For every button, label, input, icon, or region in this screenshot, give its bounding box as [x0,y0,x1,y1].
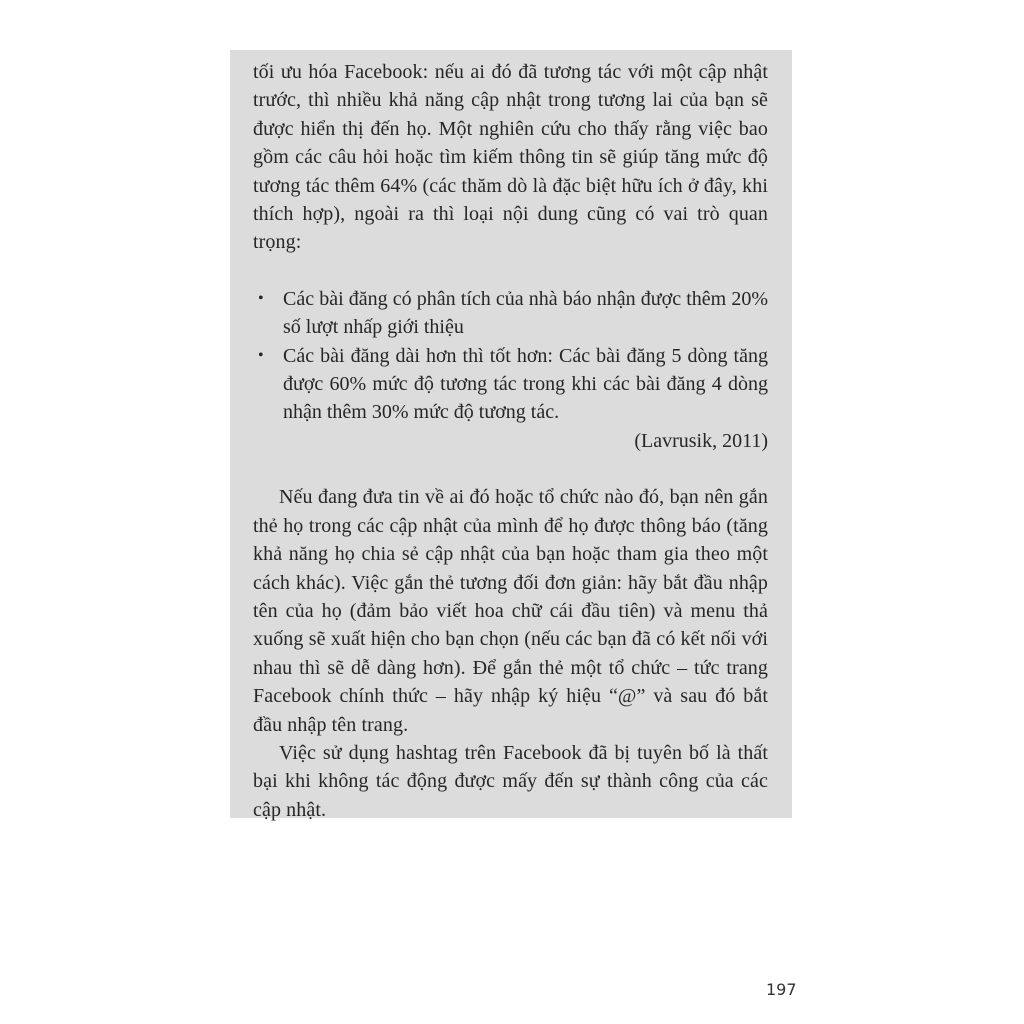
bullet-icon: • [258,289,264,307]
paragraph-facebook-optimization: tối ưu hóa Facebook: nếu ai đó đã tương tác với một cập nhật trước, thì nhiều khả năng cập nhật trong tương lai của bạn sẽ được hiển thị đến họ. Một nghiên cứu cho thấy rằng việc bao gồm các câu hỏi hoặc tìm kiếm thông tin sẽ giúp tăng mức độ tương tác thêm 64% (các thăm dò là đặc biệt hữu ích ở đây, khi thích hợp), ngoài ra thì loại nội dung cũng có vai trò quan trọng: [253,61,768,254]
page-number: 197 [766,980,797,999]
list-item [253,285,768,342]
citation-lavrusik-2011: (Lavrusik, 2011) [634,429,768,452]
bullet-text-journalist-analysis: Các bài đăng có phân tích của nhà báo nhận được thêm 20% số lượt nhấp giới thiệu [283,287,768,339]
paragraph-tagging: Nếu đang đưa tin về ai đó hoặc tổ chức nào đó, bạn nên gắn thẻ họ trong các cập nhật của mình để họ được thông báo (tăng khả năng họ chia sẻ cập nhật của bạn hoặc tham gia theo một cách khác). Việc gắn thẻ tương đối đơn giản: hãy bắt đầu nhập tên của họ (đảm bảo viết hoa chữ cái đầu tiên) và menu thả xuống sẽ xuất hiện cho bạn chọn (nếu các bạn đã có kết nối với nhau thì sẽ dễ dàng hơn). Để gắn thẻ một tổ chức – tức trang Facebook chính thức – hãy nhập ký hiệu “@” và sau đó bắt đầu nhập tên trang. [253,486,768,736]
paragraph-hashtag: Việc sử dụng hashtag trên Facebook đã bị tuyên bố là thất bại khi không tác động được mấy đến sự thành công của các cập nhật. [253,741,768,821]
scanned-text-block [230,50,792,821]
list-item [253,342,768,427]
bullet-text-longer-posts: Các bài đăng dài hơn thì tốt hơn: Các bài đăng 5 dòng tăng được 60% mức độ tương tác trong khi các bài đăng 4 dòng nhận thêm 30% mức độ tương tác. [283,344,768,424]
bullet-list [253,285,768,427]
bullet-icon: • [258,346,264,364]
